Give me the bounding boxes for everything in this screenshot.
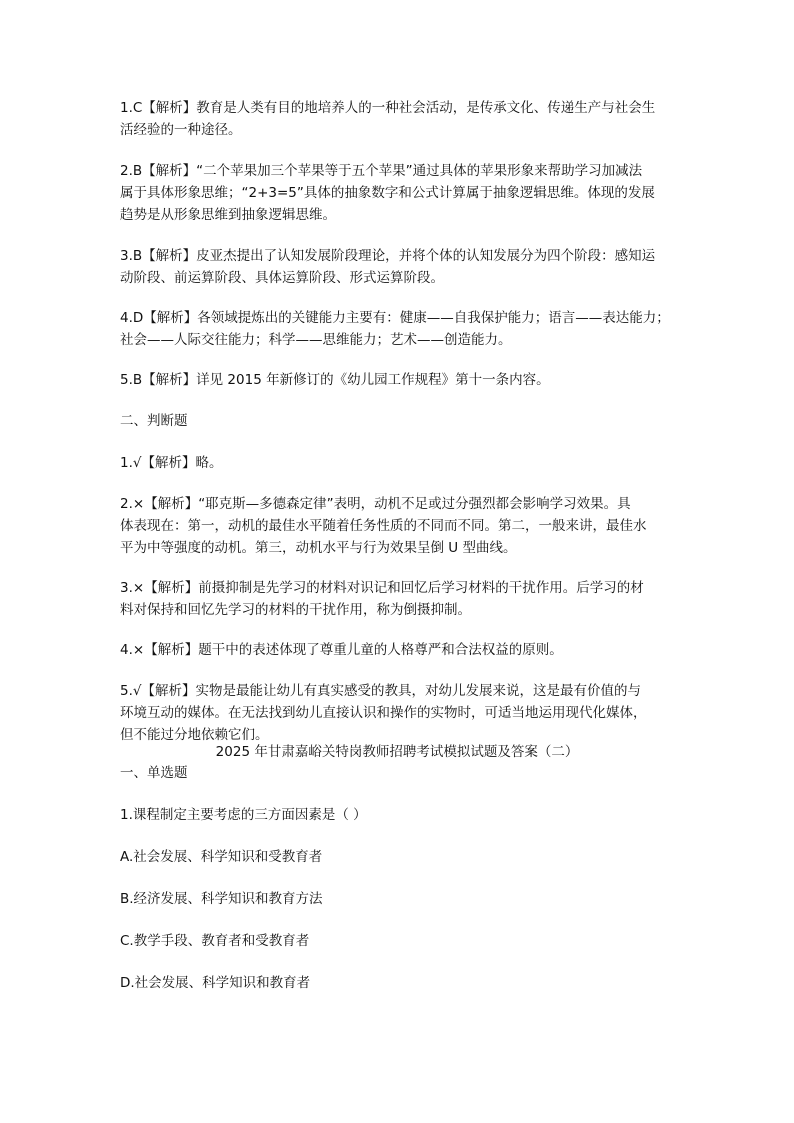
section-heading-judgment: 二、判断题 bbox=[120, 413, 188, 429]
answer-2-line-1: 2.B【解析】“二个苹果加三个苹果等于五个苹果”通过具体的苹果形象来帮助学习加减法 bbox=[120, 163, 643, 179]
judgment-5-line-2: 环境互动的媒体。在无法找到幼儿直接认识和操作的实物时，可适当地运用现代化媒体， bbox=[120, 705, 647, 721]
judgment-3-line-1: 3.×【解析】前摄抑制是先学习的材料对识记和回忆后学习材料的干扰作用。后学习的材 bbox=[120, 580, 644, 596]
option-b: B.经济发展、科学知识和教育方法 bbox=[120, 891, 323, 907]
judgment-5-line-1: 5.√【解析】实物是最能让幼儿有真实感受的教具，对幼儿发展来说，这是最有价值的与 bbox=[120, 683, 641, 699]
judgment-3 bbox=[120, 577, 695, 621]
answer-1-line-2: 活经验的一种途径。 bbox=[120, 122, 242, 138]
judgment-2-line-3: 平为中等强度的动机。第三，动机水平与行为效果呈倒 U 型曲线。 bbox=[120, 540, 517, 556]
answer-3-line-2: 动阶段、前运算阶段、具体运算阶段、形式运算阶段。 bbox=[120, 270, 444, 286]
answer-2-line-2: 属于具体形象思维；“2+3=5”具体的抽象数字和公式计算属于抽象逻辑思维。体现的发展 bbox=[120, 185, 655, 201]
option-a: A.社会发展、科学知识和受教育者 bbox=[120, 849, 323, 865]
answer-3 bbox=[120, 245, 695, 289]
section-heading-single-choice: 一、单选题 bbox=[120, 765, 188, 781]
answer-1-line-1: 1.C【解析】教育是人类有目的地培养人的一种社会活动，是传承文化、传递生产与社会生 bbox=[120, 100, 656, 116]
judgment-5 bbox=[120, 680, 695, 746]
judgment-2-line-2: 体表现在：第一，动机的最佳水平随着任务性质的不同而不同。第二，一般来讲，最佳水 bbox=[120, 518, 647, 534]
answer-4 bbox=[120, 307, 695, 351]
judgment-2 bbox=[120, 493, 695, 559]
exam-title: 2025 年甘肃嘉峪关特岗教师招聘考试模拟试题及答案（二） bbox=[215, 744, 579, 760]
question-1: 1.课程制定主要考虑的三方面因素是（ ） bbox=[120, 807, 367, 823]
judgment-3-line-2: 料对保持和回忆先学习的材料的干扰作用，称为倒摄抑制。 bbox=[120, 602, 471, 618]
answer-1 bbox=[120, 97, 695, 141]
answer-3-line-1: 3.B【解析】皮亚杰提出了认知发展阶段理论，并将个体的认知发展分为四个阶段：感知运 bbox=[120, 248, 656, 264]
judgment-4 bbox=[120, 639, 695, 661]
judgment-4-line-1: 4.×【解析】题干中的表述体现了尊重儿童的人格尊严和合法权益的原则。 bbox=[120, 642, 563, 658]
option-d: D.社会发展、科学知识和教育者 bbox=[120, 975, 311, 991]
answer-4-line-2: 社会——人际交往能力；科学——思维能力；艺术——创造能力。 bbox=[120, 332, 512, 348]
answer-2 bbox=[120, 160, 695, 226]
answer-5 bbox=[120, 369, 695, 391]
judgment-5-line-3: 但不能过分地依赖它们。 bbox=[120, 727, 269, 743]
answer-2-line-3: 趋势是从形象思维到抽象逻辑思维。 bbox=[120, 207, 336, 223]
judgment-1 bbox=[120, 452, 695, 474]
judgment-2-line-1: 2.×【解析】“耶克斯—多德森定律”表明，动机不足或过分强烈都会影响学习效果。具 bbox=[120, 496, 631, 512]
answer-5-line-1: 5.B【解析】详见 2015 年新修订的《幼儿园工作规程》第十一条内容。 bbox=[120, 372, 550, 388]
answer-4-line-1: 4.D【解析】各领域提炼出的关键能力主要有：健康——自我保护能力；语言——表达能力； bbox=[120, 310, 670, 326]
option-c: C.教学手段、教育者和受教育者 bbox=[120, 933, 310, 949]
judgment-1-line-1: 1.√【解析】略。 bbox=[120, 455, 223, 471]
